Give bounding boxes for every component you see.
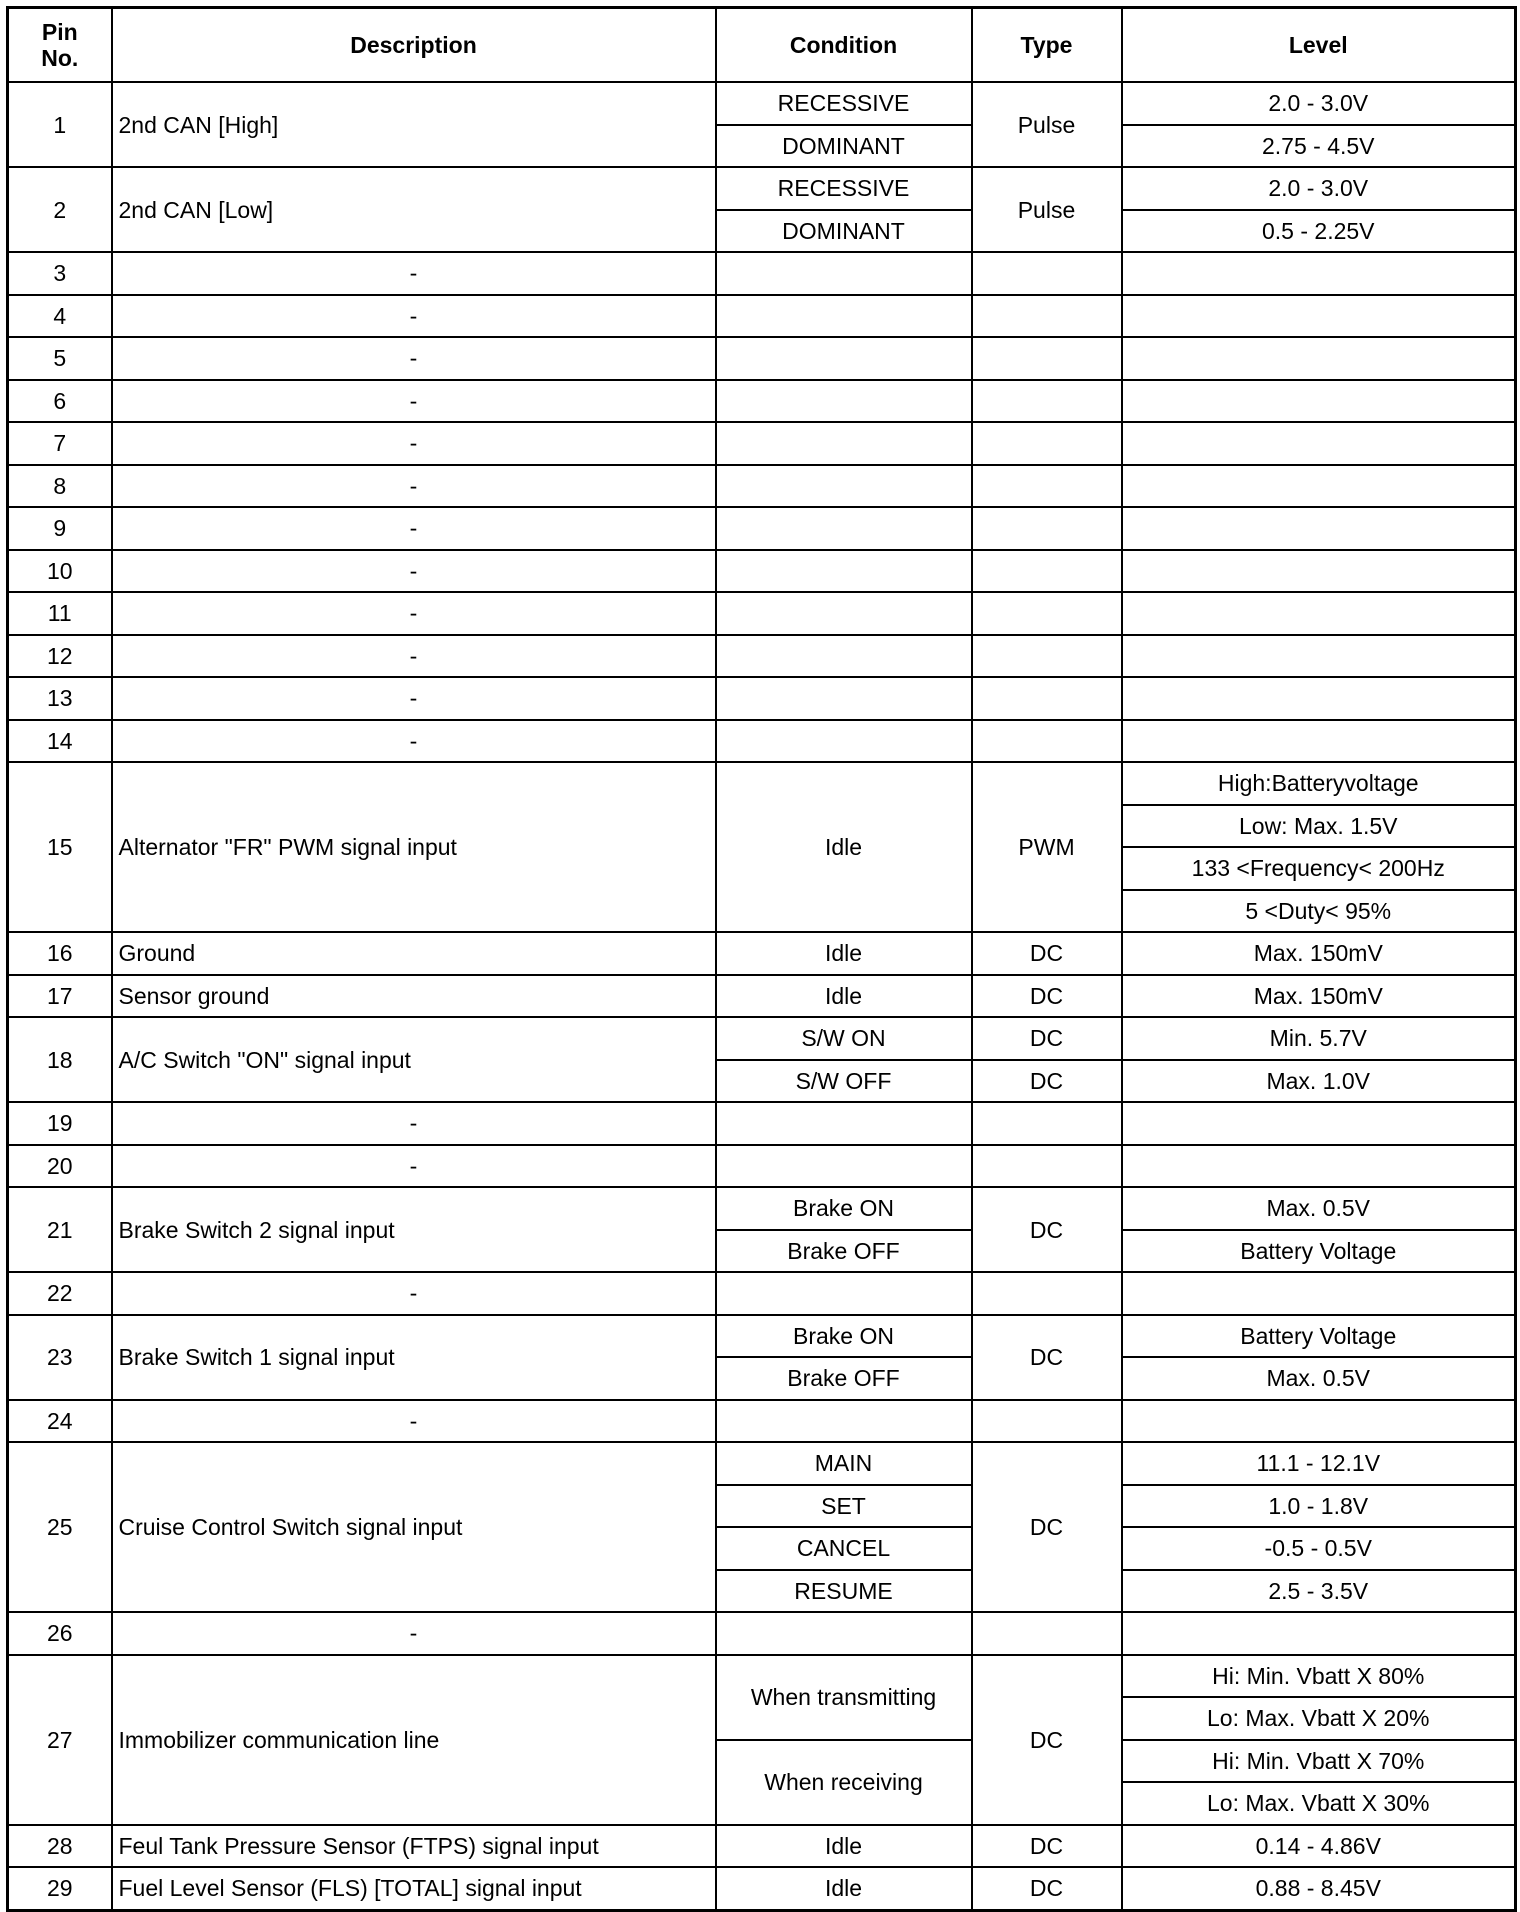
pin-condition: Idle [716,1867,972,1910]
pin-level [1122,1272,1516,1315]
header-type: Type [972,8,1122,83]
pin-condition: CANCEL [716,1527,972,1570]
pin-type [972,677,1122,720]
pin-level: Battery Voltage [1122,1315,1516,1358]
pin-type: DC [972,932,1122,975]
pin-number: 6 [8,380,112,423]
pin-number: 11 [8,592,112,635]
pin-level: Max. 0.5V [1122,1357,1516,1400]
pin-description: - [112,1400,716,1443]
pin-description: - [112,465,716,508]
pin-type [972,592,1122,635]
table-row [8,252,1516,295]
pin-condition [716,677,972,720]
pin-number: 8 [8,465,112,508]
pin-level: Battery Voltage [1122,1230,1516,1273]
pin-level [1122,1145,1516,1188]
pin-level: 11.1 - 12.1V [1122,1442,1516,1485]
pin-condition: Idle [716,932,972,975]
header-row [8,8,1516,83]
pin-number: 12 [8,635,112,678]
pin-type: DC [972,1060,1122,1103]
pin-number: 7 [8,422,112,465]
table-row [8,1442,1516,1485]
table-row [8,1655,1516,1698]
pin-level: 2.0 - 3.0V [1122,167,1516,210]
pin-type [972,1145,1122,1188]
pin-number: 4 [8,295,112,338]
pin-level [1122,507,1516,550]
pin-condition: DOMINANT [716,210,972,253]
pin-description: - [112,337,716,380]
pin-description: Ground [112,932,716,975]
header-pin-line2: No. [41,45,79,71]
pin-level [1122,252,1516,295]
pin-number: 29 [8,1867,112,1910]
pin-condition [716,337,972,380]
pin-number: 1 [8,82,112,167]
pin-level [1122,720,1516,763]
pin-number: 25 [8,1442,112,1612]
pin-level: 2.75 - 4.5V [1122,125,1516,168]
pin-type: DC [972,975,1122,1018]
table-row [8,380,1516,423]
pin-level: Hi: Min. Vbatt X 80% [1122,1655,1516,1698]
table-row [8,1867,1516,1910]
pin-number: 5 [8,337,112,380]
table-row [8,167,1516,210]
table-row [8,507,1516,550]
pin-number: 26 [8,1612,112,1655]
pin-number: 19 [8,1102,112,1145]
header-level: Level [1122,8,1516,83]
pin-number: 10 [8,550,112,593]
pin-level [1122,1612,1516,1655]
pin-description: - [112,550,716,593]
pin-level: Lo: Max. Vbatt X 20% [1122,1697,1516,1740]
pin-type [972,720,1122,763]
pin-level: 1.0 - 1.8V [1122,1485,1516,1528]
pin-description: - [112,1102,716,1145]
pin-level [1122,677,1516,720]
pin-level: -0.5 - 0.5V [1122,1527,1516,1570]
header-condition: Condition [716,8,972,83]
pin-level: Lo: Max. Vbatt X 30% [1122,1782,1516,1825]
pin-description: Immobilizer communication line [112,1655,716,1825]
pin-condition [716,380,972,423]
pin-description: Brake Switch 1 signal input [112,1315,716,1400]
pin-type: DC [972,1655,1122,1825]
pin-level: 0.5 - 2.25V [1122,210,1516,253]
pin-type: DC [972,1187,1122,1272]
pin-type [972,507,1122,550]
table-row [8,465,1516,508]
pin-type [972,1612,1122,1655]
pin-description: 2nd CAN [Low] [112,167,716,252]
pin-level: 5 <Duty< 95% [1122,890,1516,933]
pin-description: - [112,677,716,720]
pin-description: - [112,1145,716,1188]
pin-type: DC [972,1017,1122,1060]
pin-type [972,380,1122,423]
pin-level: 2.5 - 3.5V [1122,1570,1516,1613]
pin-condition: When receiving [716,1740,972,1825]
pin-level [1122,380,1516,423]
pin-condition [716,465,972,508]
pin-level [1122,1400,1516,1443]
pin-condition: Brake ON [716,1315,972,1358]
pin-table [6,6,1517,1912]
pin-number: 20 [8,1145,112,1188]
pin-condition [716,635,972,678]
table-row [8,337,1516,380]
pin-condition [716,507,972,550]
pin-description: - [112,422,716,465]
pin-level: Max. 0.5V [1122,1187,1516,1230]
pin-type [972,550,1122,593]
pin-type: Pulse [972,82,1122,167]
pin-type [972,252,1122,295]
pin-description: A/C Switch "ON" signal input [112,1017,716,1102]
pin-condition: Brake OFF [716,1357,972,1400]
pin-level [1122,592,1516,635]
pin-number: 22 [8,1272,112,1315]
pin-number: 16 [8,932,112,975]
pin-description: Brake Switch 2 signal input [112,1187,716,1272]
pin-type: DC [972,1315,1122,1400]
pin-description: - [112,720,716,763]
table-row [8,1102,1516,1145]
pin-description: Sensor ground [112,975,716,1018]
pin-number: 17 [8,975,112,1018]
pin-condition [716,592,972,635]
pin-type: DC [972,1442,1122,1612]
pin-type: DC [972,1867,1122,1910]
pin-condition [716,1612,972,1655]
table-row [8,295,1516,338]
pin-number: 14 [8,720,112,763]
pin-condition [716,1145,972,1188]
pin-condition: RESUME [716,1570,972,1613]
table-row [8,762,1516,805]
pin-description: - [112,635,716,678]
pin-number: 21 [8,1187,112,1272]
table-row [8,1017,1516,1060]
pin-number: 27 [8,1655,112,1825]
pin-number: 13 [8,677,112,720]
pin-level [1122,635,1516,678]
header-description: Description [112,8,716,83]
pin-number: 9 [8,507,112,550]
pin-description: Alternator "FR" PWM signal input [112,762,716,932]
pin-type: PWM [972,762,1122,932]
table-row [8,720,1516,763]
pin-description: - [112,252,716,295]
table-row [8,1272,1516,1315]
pin-level [1122,550,1516,593]
table-row [8,1400,1516,1443]
table-row [8,592,1516,635]
pin-description: - [112,295,716,338]
pin-level: High:Batteryvoltage [1122,762,1516,805]
pin-condition: Brake ON [716,1187,972,1230]
pin-condition: SET [716,1485,972,1528]
pin-level [1122,337,1516,380]
pin-number: 18 [8,1017,112,1102]
pin-description: - [112,1272,716,1315]
pin-condition [716,720,972,763]
pin-condition [716,550,972,593]
pin-type: DC [972,1825,1122,1868]
pin-level [1122,295,1516,338]
table-row [8,1145,1516,1188]
pin-level [1122,465,1516,508]
pin-table-container [6,6,1517,1912]
pin-type [972,422,1122,465]
pin-level: Max. 1.0V [1122,1060,1516,1103]
pin-number: 3 [8,252,112,295]
pin-number: 15 [8,762,112,932]
pin-description: - [112,1612,716,1655]
table-row [8,422,1516,465]
table-row [8,1187,1516,1230]
table-header [8,8,1516,83]
pin-condition: S/W ON [716,1017,972,1060]
table-row [8,550,1516,593]
pin-description: - [112,592,716,635]
pin-condition: Brake OFF [716,1230,972,1273]
pin-level [1122,422,1516,465]
pin-condition: When transmitting [716,1655,972,1740]
pin-type [972,295,1122,338]
pin-condition [716,422,972,465]
pin-type [972,1102,1122,1145]
table-row [8,1612,1516,1655]
pin-condition: S/W OFF [716,1060,972,1103]
pin-level: 133 <Frequency< 200Hz [1122,847,1516,890]
pin-description: - [112,507,716,550]
pin-number: 28 [8,1825,112,1868]
pin-condition: Idle [716,1825,972,1868]
pin-description: Cruise Control Switch signal input [112,1442,716,1612]
pin-level: Max. 150mV [1122,932,1516,975]
table-row [8,677,1516,720]
pin-description: Fuel Level Sensor (FLS) [TOTAL] signal input [112,1867,716,1910]
table-row [8,1825,1516,1868]
table-body [8,82,1516,1910]
pin-level: 2.0 - 3.0V [1122,82,1516,125]
pin-type [972,1400,1122,1443]
pin-condition: Idle [716,975,972,1018]
pin-condition: RECESSIVE [716,82,972,125]
pin-description: 2nd CAN [High] [112,82,716,167]
pin-type [972,465,1122,508]
pin-type [972,635,1122,678]
pin-condition: Idle [716,762,972,932]
pin-condition [716,1272,972,1315]
table-row [8,635,1516,678]
pin-condition [716,1400,972,1443]
pin-condition [716,1102,972,1145]
table-row [8,975,1516,1018]
pin-level: Low: Max. 1.5V [1122,805,1516,848]
pin-level: Min. 5.7V [1122,1017,1516,1060]
pin-description: Feul Tank Pressure Sensor (FTPS) signal input [112,1825,716,1868]
pin-condition: RECESSIVE [716,167,972,210]
table-row [8,932,1516,975]
pin-number: 23 [8,1315,112,1400]
table-row [8,82,1516,125]
pin-level: Hi: Min. Vbatt X 70% [1122,1740,1516,1783]
table-row [8,1315,1516,1358]
pin-level: Max. 150mV [1122,975,1516,1018]
pin-condition: DOMINANT [716,125,972,168]
header-pin-line1: Pin [41,18,78,45]
pin-type: Pulse [972,167,1122,252]
pin-condition: MAIN [716,1442,972,1485]
pin-level: 0.88 - 8.45V [1122,1867,1516,1910]
pin-condition [716,252,972,295]
pin-type [972,337,1122,380]
pin-type [972,1272,1122,1315]
pin-number: 2 [8,167,112,252]
pin-condition [716,295,972,338]
pin-level [1122,1102,1516,1145]
pin-description: - [112,380,716,423]
header-pin-no [8,8,112,83]
pin-number: 24 [8,1400,112,1443]
pin-level: 0.14 - 4.86V [1122,1825,1516,1868]
